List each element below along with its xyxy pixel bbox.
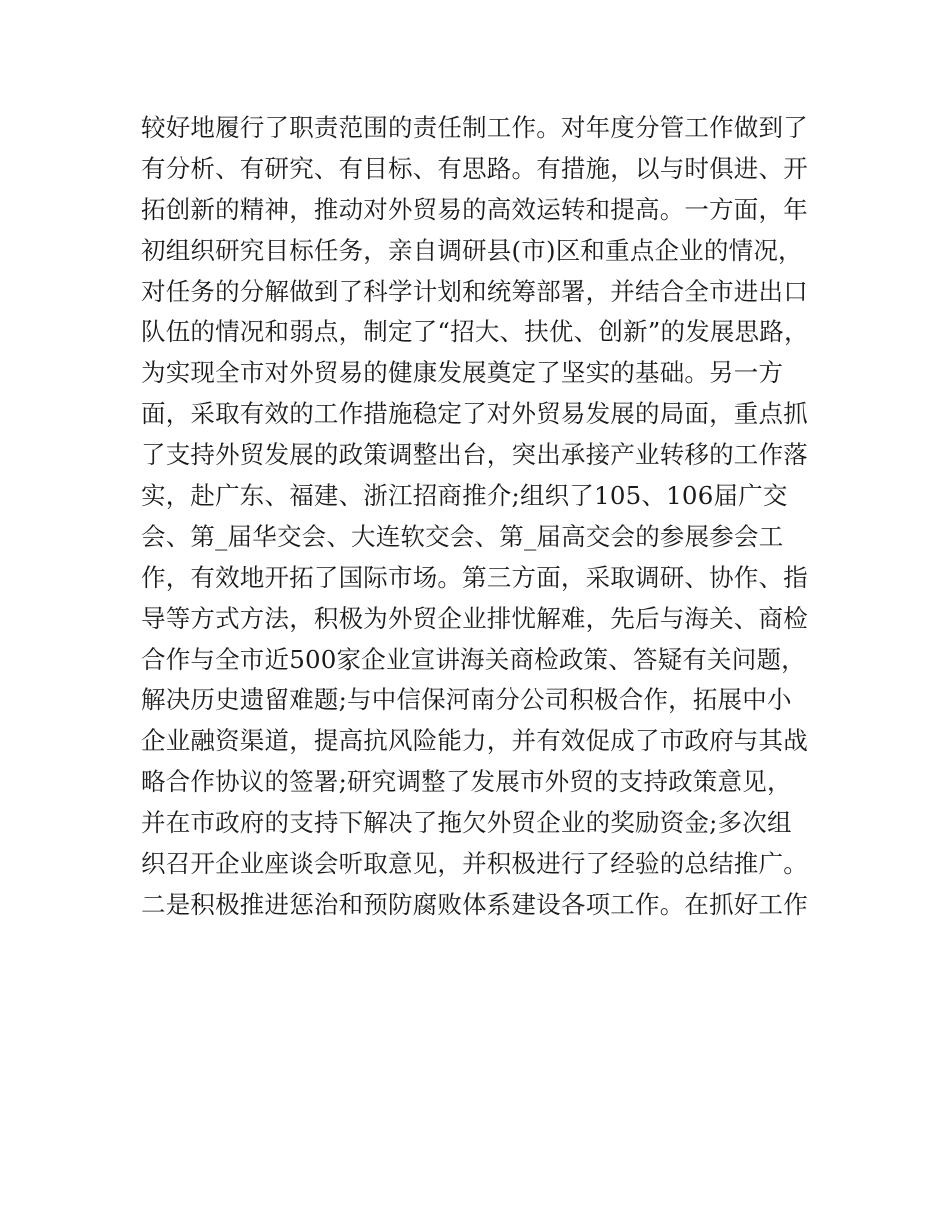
text-line: 略合作协议的签署;研究调整了发展市外贸的支持政策意见， — [141, 767, 792, 797]
text-line: 拓创新的精神，推动对外贸易的高效运转和提高。一方面，年 — [141, 194, 808, 224]
text-line: 较好地履行了职责范围的责任制工作。对年度分管工作做到了 — [141, 113, 808, 142]
text-line: 二是积极推进惩治和预防腐败体系建设各项工作。在抓好工作 — [141, 889, 808, 919]
text-line: 面，采取有效的工作措施稳定了对外贸易发展的局面，重点抓 — [141, 399, 808, 429]
text-line: 解决历史遗留难题;与中信保河南分公司积极合作，拓展中小 — [141, 685, 792, 715]
text-line: 导等方式方法，积极为外贸企业排忧解难，先后与海关、商检 — [141, 603, 808, 633]
body-text — [141, 108, 821, 926]
text-line: 有分析、有研究、有目标、有思路。有措施，以与时俱进、开 — [141, 153, 808, 183]
text-line: 织召开企业座谈会听取意见，并积极进行了经验的总结推广。 — [141, 849, 808, 879]
text-line: 为实现全市对外贸易的健康发展奠定了坚实的基础。另一方 — [141, 358, 784, 388]
text-line: 企业融资渠道，提高抗风险能力，并有效促成了市政府与其战 — [141, 726, 808, 756]
text-line: 对任务的分解做到了科学计划和统筹部署，并结合全市进出口 — [141, 276, 808, 306]
text-line: 合作与全市近500家企业宣讲海关商检政策、答疑有关问题， — [141, 644, 806, 674]
text-line: 实，赴广东、福建、浙江招商推介;组织了105、106届广交 — [141, 481, 788, 511]
text-line: 会、第_届华交会、大连软交会、第_届高交会的参展参会工 — [141, 521, 784, 551]
text-line: 队伍的情况和弱点，制定了“招大、扶优、创新”的发展思路， — [141, 317, 809, 347]
text-line: 作，有效地开拓了国际市场。第三方面，采取调研、协作、指 — [141, 562, 808, 592]
text-line: 并在市政府的支持下解决了拖欠外贸企业的奖励资金;多次组 — [141, 808, 792, 838]
text-line: 了支持外贸发展的政策调整出台，突出承接产业转移的工作落 — [141, 440, 808, 470]
text-line: 初组织研究目标任务，亲自调研县(市)区和重点企业的情况， — [141, 235, 803, 265]
